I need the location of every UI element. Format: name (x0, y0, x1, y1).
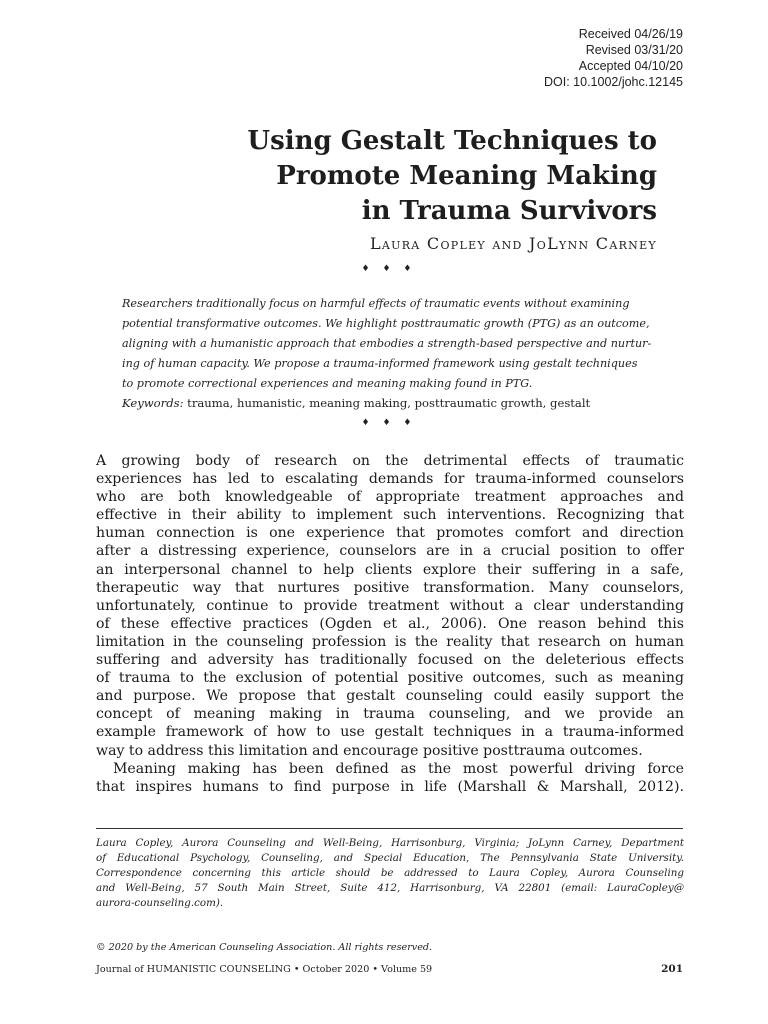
body-line: example framework of how to use gestalt techniques in a trauma-informed (96, 724, 684, 741)
title-line-1: Using Gestalt Techniques to (247, 126, 657, 156)
body-line: that inspires humans to find purpose in life (Marshall & Marshall, 2012). (96, 778, 684, 795)
author-footnote (96, 836, 684, 911)
footnote-line: aurora-counseling.com). (96, 897, 224, 909)
copyright-notice: © 2020 by the American Counseling Association. All rights reserved. (96, 942, 433, 953)
abstract-line: ing of human capacity. We propose a trauma-informed framework using gestalt techniques (122, 357, 638, 370)
doi[interactable]: DOI: 10.1002/johc.12145 (544, 75, 683, 89)
body-line: after a distressing experience, counselors are in a crucial position to offer (96, 543, 684, 560)
keywords-label: Keywords: (122, 396, 184, 410)
keywords-list: trauma, humanistic, meaning making, posttraumatic growth, gestalt (183, 396, 591, 410)
footnote-divider (96, 828, 683, 829)
title-line-2: Promote Meaning Making (276, 161, 657, 191)
body-line: and purpose. We propose that gestalt counseling could easily support the (96, 688, 684, 705)
body-line: suffering and adversity has traditionally focused on the deleterious effects (96, 652, 684, 669)
abstract-line: potential transformative outcomes. We highlight posttraumatic growth (PTG) as an outcome, (122, 317, 650, 330)
body-line: of these effective practices (Ogden et al., 2006). One reason behind this (96, 615, 684, 632)
abstract-line: Researchers traditionally focus on harmful effects of traumatic events without examining (122, 297, 630, 310)
title-line-3: in Trauma Survivors (361, 196, 657, 226)
body-line: effective in their ability to implement such interventions. Recognizing that (96, 507, 684, 524)
body-line: A growing body of research on the detrimental effects of traumatic (96, 453, 684, 469)
body-line: an interpersonal channel to help clients explore their suffering in a safe, (96, 561, 684, 578)
footnote-line: and Well-Being, 57 South Main Street, Suite 412, Harrisonburg, VA 22801 (email: LauraCopley@ (96, 882, 684, 894)
article-history (544, 26, 683, 90)
body-line: Meaning making has been defined as the most powerful driving force (113, 760, 684, 777)
article-title (137, 124, 657, 229)
footnote-line: Correspondence concerning this article should be addressed to Laura Copley, Aurora Counseling (96, 867, 684, 879)
body-text (96, 452, 684, 796)
separator-bottom: ♦ ♦ ♦ (361, 418, 417, 428)
authors: Laura Copley and JoLynn Carney (369, 234, 657, 253)
page-number: 201 (661, 963, 683, 975)
body-line: way to address this limitation and encourage positive posttrauma outcomes. (96, 742, 643, 759)
abstract-line: aligning with a humanistic approach that embodies a strength-based perspective and nurtur- (122, 337, 652, 350)
body-line: who are both knowledgeable of appropriate treatment approaches and (96, 489, 684, 506)
abstract (122, 294, 658, 394)
separator-top: ♦ ♦ ♦ (361, 264, 417, 274)
body-line: of trauma to the exclusion of potential positive outcomes, such as meaning (96, 670, 684, 687)
abstract-line: to promote correctional experiences and meaning making found in PTG. (122, 377, 533, 390)
revised-date: Revised 03/31/20 (585, 43, 683, 57)
keywords (122, 396, 662, 410)
footnote-line: Laura Copley, Aurora Counseling and Well-Being, Harrisonburg, Virginia; JoLynn Carney, Department (96, 837, 684, 849)
footnote-line: of Educational Psychology, Counseling, and Special Education, The Pennsylvania State University. (96, 852, 684, 864)
body-line: limitation in the counseling profession is the reality that research on human (96, 633, 684, 650)
body-line: unfortunately, continue to provide treatment without a clear understanding (96, 597, 684, 614)
received-date: Received 04/26/19 (578, 27, 683, 41)
body-line: human connection is one experience that promotes comfort and direction (96, 525, 684, 542)
accepted-date: Accepted 04/10/20 (578, 59, 683, 73)
body-line: experiences has led to escalating demands for trauma-informed counselors (96, 471, 684, 488)
journal-footer: Journal of HUMANISTIC COUNSELING • October 2020 • Volume 59 (96, 964, 433, 975)
body-line: therapeutic way that nurtures positive transformation. Many counselors, (96, 579, 684, 596)
body-line: concept of meaning making in trauma counseling, and we provide an (96, 706, 684, 723)
